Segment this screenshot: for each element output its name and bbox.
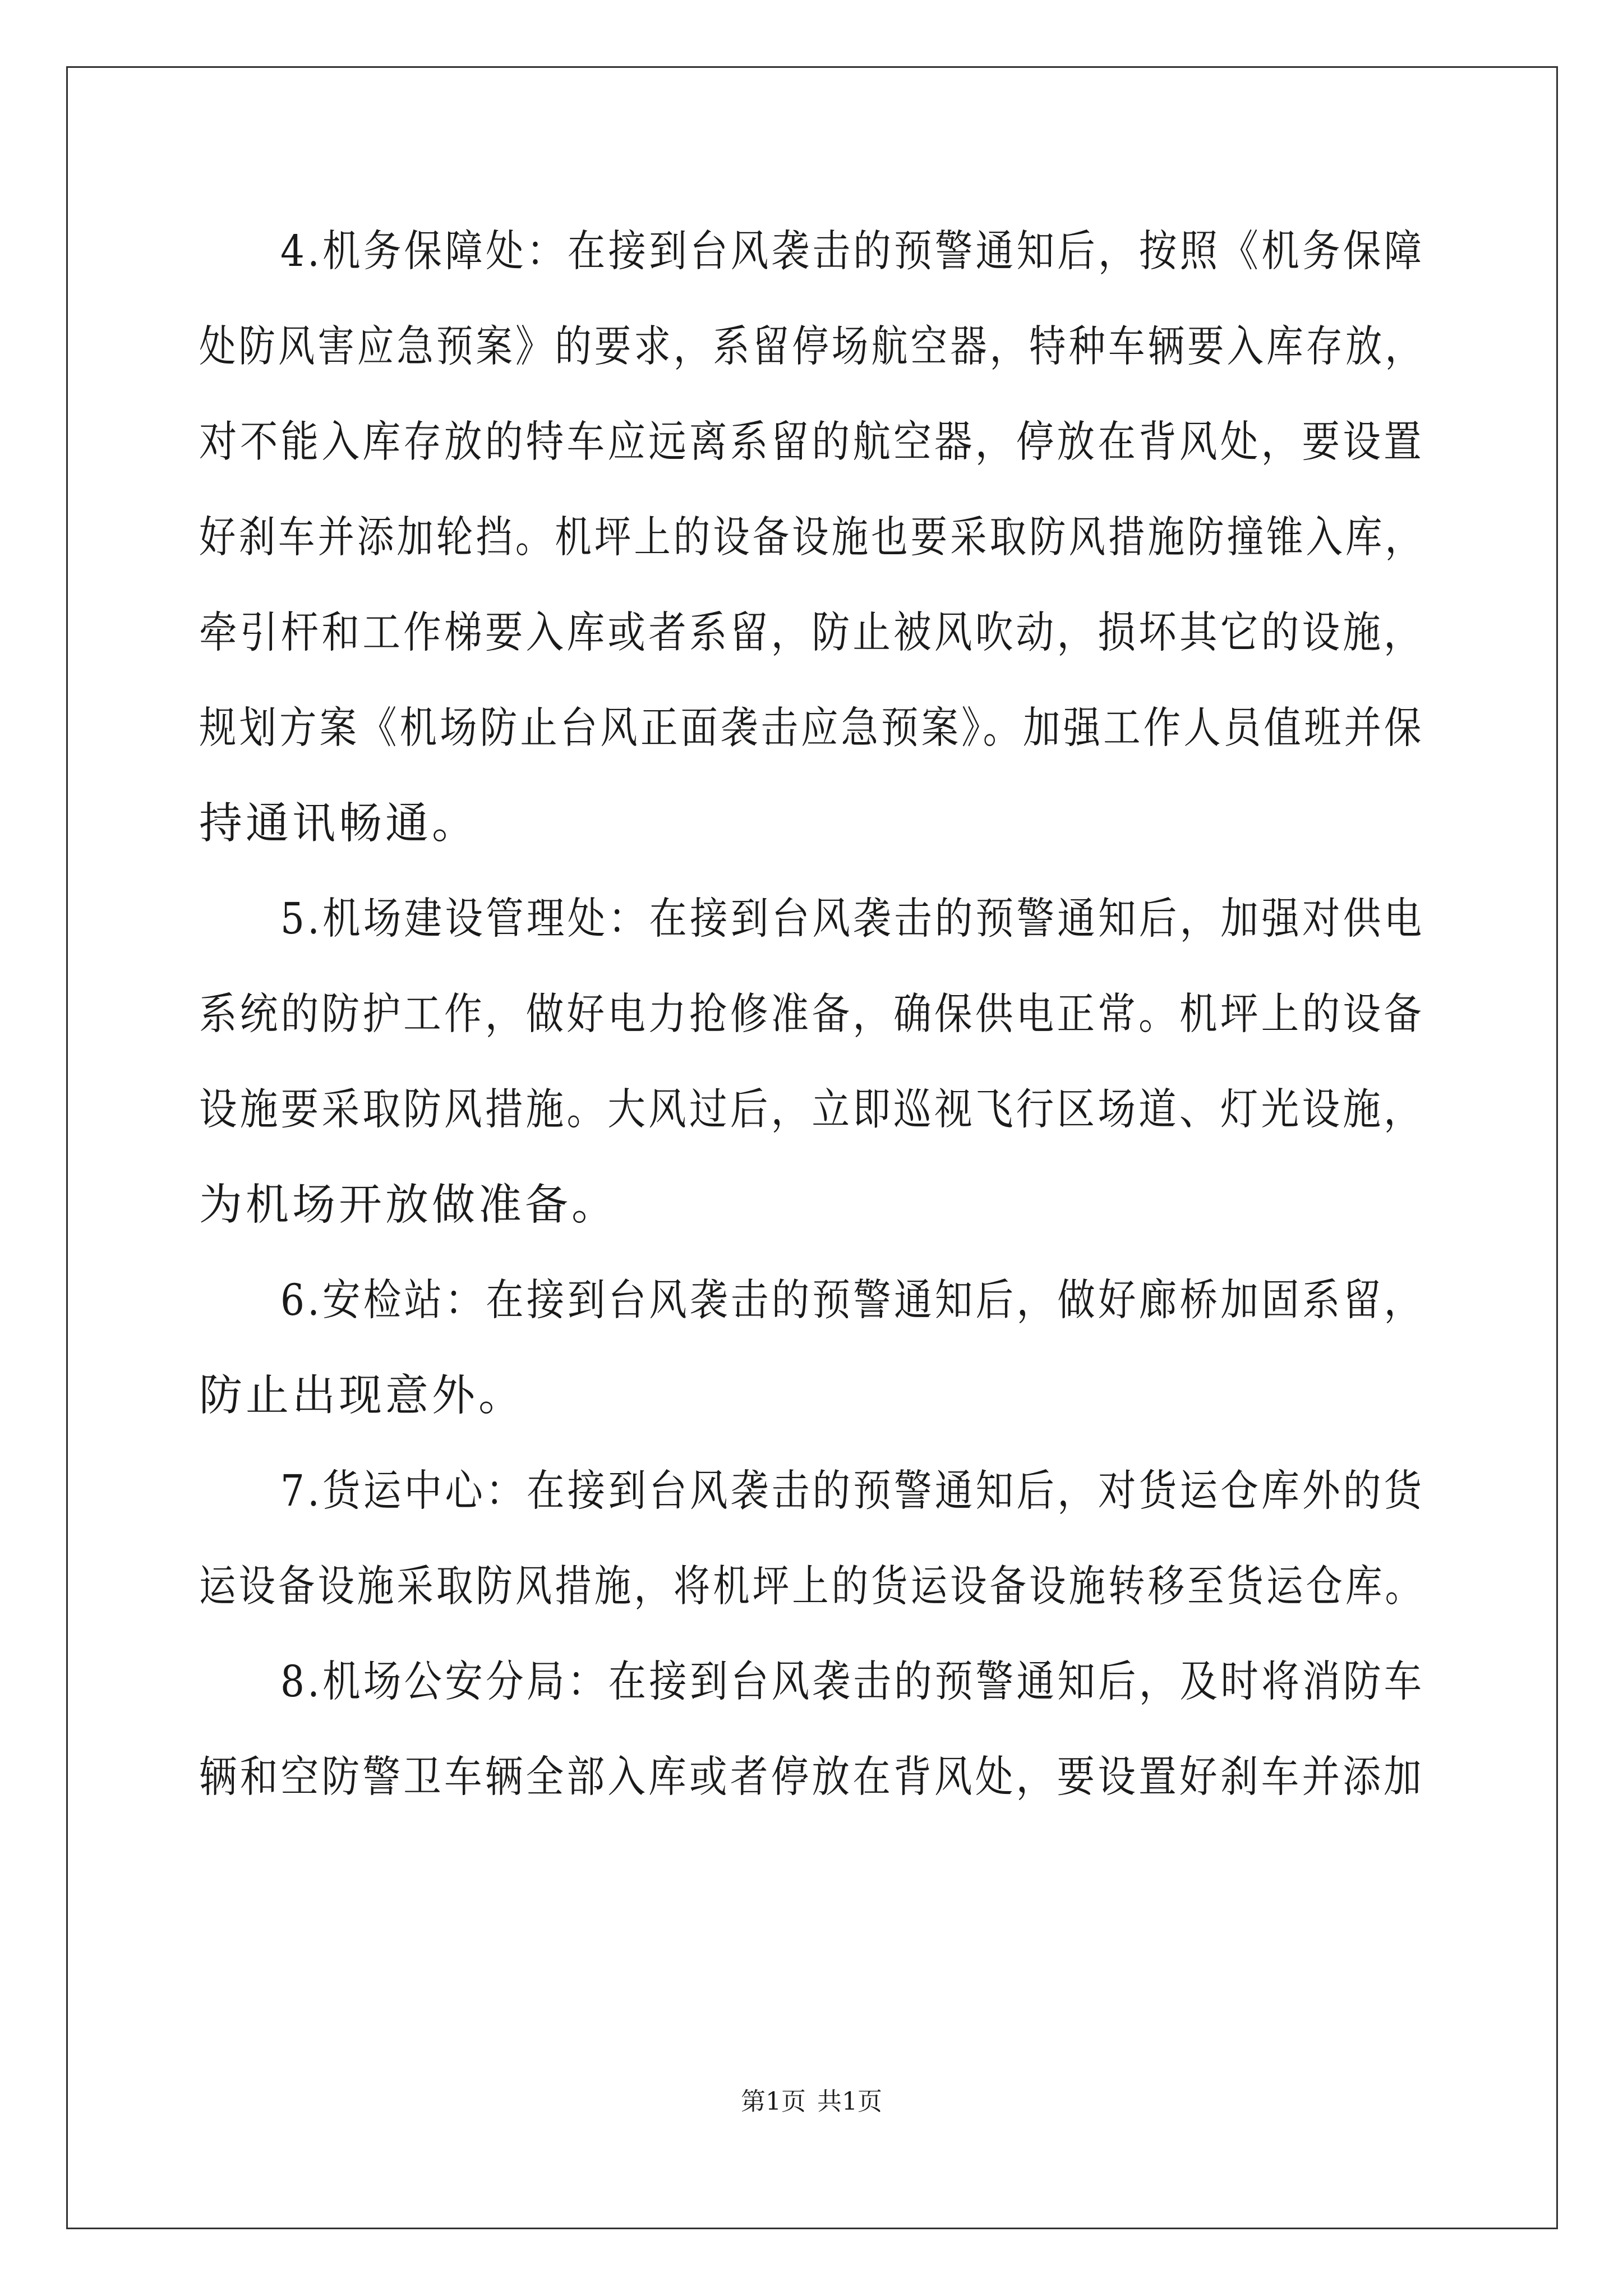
page-number-total: 共1页 <box>817 2087 882 2116</box>
paragraph-4-line-2: 处防风害应急预案》的要求，系留停场航空器，特种车辆要入库存放， <box>199 322 1424 372</box>
paragraph-5-line-3: 设施要采取防风措施。大风过后，立即巡视飞行区场道、灯光设施， <box>199 1085 1424 1135</box>
paragraph-5-line-2: 系统的防护工作，做好电力抢修准备，确保供电正常。机坪上的设备 <box>199 990 1424 1039</box>
paragraph-8-line-1: 8.机场公安分局：在接到台风袭击的预警通知后，及时将消防车 <box>280 1657 1425 1707</box>
paragraph-4-line-4: 好刹车并添加轮挡。机坪上的设备设施也要采取防风措施防撞锥入库， <box>199 513 1424 563</box>
paragraph-6-line-2: 防止出现意外。 <box>199 1371 525 1421</box>
paragraph-4-line-6: 规划方案《机场防止台风正面袭击应急预案》。加强工作人员值班并保 <box>199 703 1424 753</box>
paragraph-4-line-5: 牵引杆和工作梯要入库或者系留，防止被风吹动，损坏其它的设施， <box>199 608 1424 658</box>
page-border <box>66 66 1558 2229</box>
paragraph-7-line-1: 7.货运中心：在接到台风袭击的预警通知后，对货运仓库外的货 <box>280 1466 1425 1516</box>
page-number-current: 第1页 <box>741 2087 806 2116</box>
paragraph-4-line-1: 4.机务保障处：在接到台风袭击的预警通知后，按照《机务保障 <box>280 227 1425 277</box>
paragraph-5-line-1: 5.机场建设管理处：在接到台风袭击的预警通知后，加强对供电 <box>280 894 1425 944</box>
paragraph-7-line-2: 运设备设施采取防风措施，将机坪上的货运设备设施转移至货运仓库。 <box>199 1562 1424 1612</box>
paragraph-5-line-4: 为机场开放做准备。 <box>199 1180 618 1230</box>
paragraph-8-line-2: 辆和空防警卫车辆全部入库或者停放在背风处，要设置好刹车并添加 <box>199 1752 1424 1802</box>
paragraph-6-line-1: 6.安检站：在接到台风袭击的预警通知后，做好廊桥加固系留， <box>280 1276 1425 1326</box>
paragraph-4-line-7: 持通讯畅通。 <box>199 799 478 849</box>
page-footer <box>0 2087 1623 2116</box>
paragraph-4-line-3: 对不能入库存放的特车应远离系留的航空器，停放在背风处，要设置 <box>199 417 1424 467</box>
